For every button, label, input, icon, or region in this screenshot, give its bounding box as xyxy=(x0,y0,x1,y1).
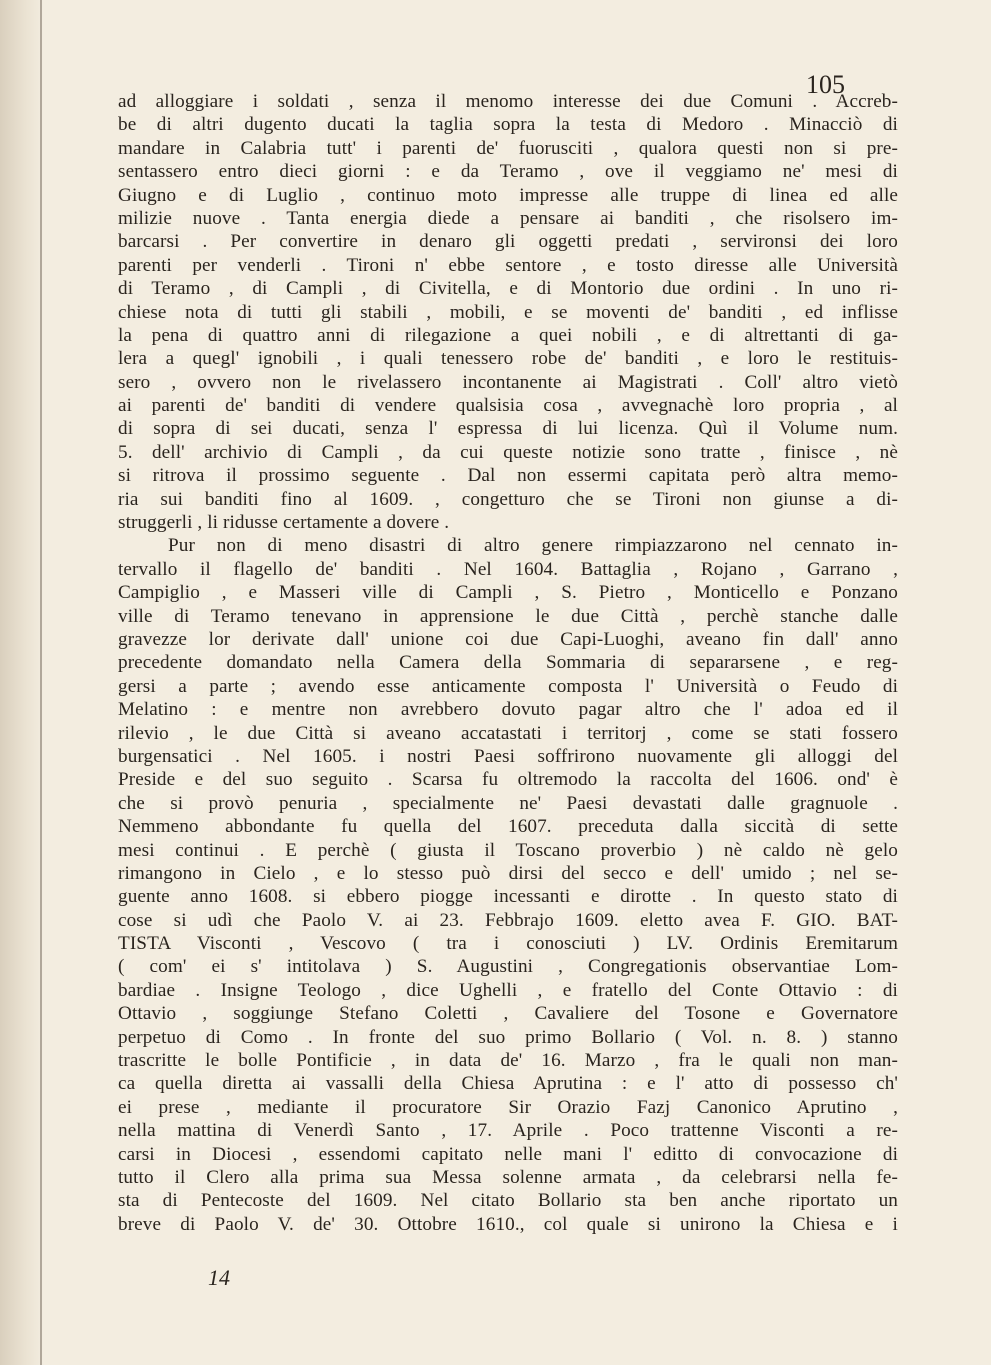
text-line: sta di Pentecoste del 1609. Nel citato Bollario sta ben anche riportato un xyxy=(118,1190,898,1212)
text-line: Nemmeno abbondante fu quella del 1607. preceduta dalla siccità di sette xyxy=(118,816,898,838)
text-line: burgensatici . Nel 1605. i nostri Paesi soffrirono nuovamente gli alloggi del xyxy=(118,745,898,767)
text-line: tutto il Clero alla prima sua Messa solenne armata , da celebrarsi nella fe- xyxy=(118,1166,898,1188)
paragraph-start-line: Pur non di meno disastri di altro genere rimpiazzarono nel cennato in- xyxy=(168,535,898,557)
text-line: ca quella diretta ai vassalli della Chiesa Aprutina : e l' atto di possesso ch' xyxy=(118,1073,898,1095)
text-line: si ritrova il prossimo seguente . Dal non essermi capitata però altra memo- xyxy=(118,465,898,487)
text-line: ei prese , mediante il procuratore Sir Orazio Fazj Canonico Aprutino , xyxy=(118,1096,898,1118)
text-line: ville di Teramo tenevano in apprensione le due Città , perchè stanche dalle xyxy=(118,605,898,627)
page-edge-shadow xyxy=(0,0,44,1365)
text-line: chiese nota di tutti gli stabili , mobili, e se moventi de' banditi , ed inflisse xyxy=(118,301,898,323)
text-line: breve di Paolo V. de' 30. Ottobre 1610., col quale si unirono la Chiesa e i xyxy=(118,1213,898,1235)
body-text xyxy=(118,90,898,1236)
text-line: milizie nuove . Tanta energia diede a pensare ai banditi , che risolsero im- xyxy=(118,207,898,229)
text-line: di sopra di sei ducati, senza l' espressa di lui licenza. Quì il Volume num. xyxy=(118,418,898,440)
text-line: trascritte le bolle Pontificie , in data de' 16. Marzo , fra le quali non man- xyxy=(118,1050,898,1072)
text-line: guente anno 1608. si ebbero piogge incessanti e dirotte . In questo stato di xyxy=(118,886,898,908)
text-line: nella mattina di Venerdì Santo , 17. Aprile . Poco trattenne Visconti a re- xyxy=(118,1120,898,1142)
text-line: ria sui banditi fino al 1609. , congetturo che se Tironi non giunse a di- xyxy=(118,488,898,510)
text-line: Giugno e di Luglio , continuo moto impresse alle truppe di linea ed alle xyxy=(118,184,898,206)
text-line: cose si udì che Paolo V. ai 23. Febbrajo 1609. eletto avea F. GIO. BAT- xyxy=(118,909,898,931)
text-line: Preside e del suo seguito . Scarsa fu oltremodo la raccolta del 1606. ond' è xyxy=(118,769,898,791)
text-line: perpetuo di Como . In fronte del suo primo Bollario ( Vol. n. 8. ) stanno xyxy=(118,1026,898,1048)
text-line: tervallo il flagello de' banditi . Nel 1604. Battaglia , Rojano , Garrano , xyxy=(118,558,898,580)
text-line: sero , ovvero non le rivelassero incontanente ai Magistrati . Coll' altro vietò xyxy=(118,371,898,393)
text-line: che si provò penuria , specialmente ne' Paesi devastati dalle gragnuole . xyxy=(118,792,898,814)
text-line: parenti per venderli . Tironi n' ebbe sentore , e tosto diresse alle Università xyxy=(118,254,898,276)
text-line: ( com' ei s' intitolava ) S. Augustini , Congregationis observantiae Lom- xyxy=(118,956,898,978)
text-line: bardiae . Insigne Teologo , dice Ughelli , e fratello del Conte Ottavio : di xyxy=(118,979,898,1001)
text-line: rilevio , le due Città si aveano accatastati i territorj , come se stati fossero xyxy=(118,722,898,744)
signature-mark: 14 xyxy=(208,1265,230,1290)
page-number: 105 xyxy=(806,70,845,99)
text-line: 5. dell' archivio di Campli , da cui queste notizie sono tratte , finisce , nè xyxy=(118,441,898,463)
text-line: precedente domandato nella Camera della Sommaria di separarsene , e reg- xyxy=(118,652,898,674)
text-line: sentassero entro dieci giorni : e da Teramo , ove il veggiamo ne' mesi di xyxy=(118,161,898,183)
text-line: Ottavio , soggiunge Stefano Coletti , Cavaliere del Tosone e Governatore xyxy=(118,1003,898,1025)
text-line: Melatino : e mentre non avrebbero dovuto pagar altro che l' adoa ed il xyxy=(118,699,898,721)
text-line: TISTA Visconti , Vescovo ( tra i conosciuti ) LV. Ordinis Eremitarum xyxy=(118,933,898,955)
text-line: barcarsi . Per convertire in denaro gli oggetti predati , servironsi dei loro xyxy=(118,231,898,253)
text-line: ai parenti de' banditi di vendere qualsisia cosa , avvegnachè loro propria , al xyxy=(118,395,898,417)
paragraph-end-line: struggerli , li ridusse certamente a dovere . xyxy=(118,512,450,534)
text-line: rimangono in Cielo , e lo stesso può dirsi del secco e dell' umido ; nel se- xyxy=(118,862,898,884)
text-line: mandare in Calabria tutt' i parenti de' fuorusciti , qualora questi non si pre- xyxy=(118,137,898,159)
text-line: di Teramo , di Campli , di Civitella, e di Montorio due ordini . In uno ri- xyxy=(118,278,898,300)
text-line: carsi in Diocesi , essendomi capitato nelle mani l' editto di convocazione di xyxy=(118,1143,898,1165)
text-line: lera a quegl' ignobili , i quali tenessero robe de' banditi , e loro le restituis- xyxy=(118,348,898,370)
text-line: Campiglio , e Masseri ville di Campli , S. Pietro , Monticello e Ponzano xyxy=(118,582,898,604)
text-line: be di altri dugento ducati la taglia sopra la testa di Medoro . Minacciò di xyxy=(118,114,898,136)
text-line: gravezze lor derivate dall' unione coi due Capi-Luoghi, aveano fin dall' anno xyxy=(118,628,898,650)
text-line: ad alloggiare i soldati , senza il menomo interesse dei due Comuni . Accreb- xyxy=(118,91,898,112)
text-line: gersi a parte ; avendo esse anticamente composta l' Università o Feudo di xyxy=(118,675,898,697)
text-line: mesi continui . E perchè ( giusta il Toscano proverbio ) nè caldo nè gelo xyxy=(118,839,898,861)
text-line: la pena di quattro anni di rilegazione a quei nobili , e di altrettanti di ga- xyxy=(118,324,898,346)
binding-edge-line xyxy=(40,0,42,1365)
